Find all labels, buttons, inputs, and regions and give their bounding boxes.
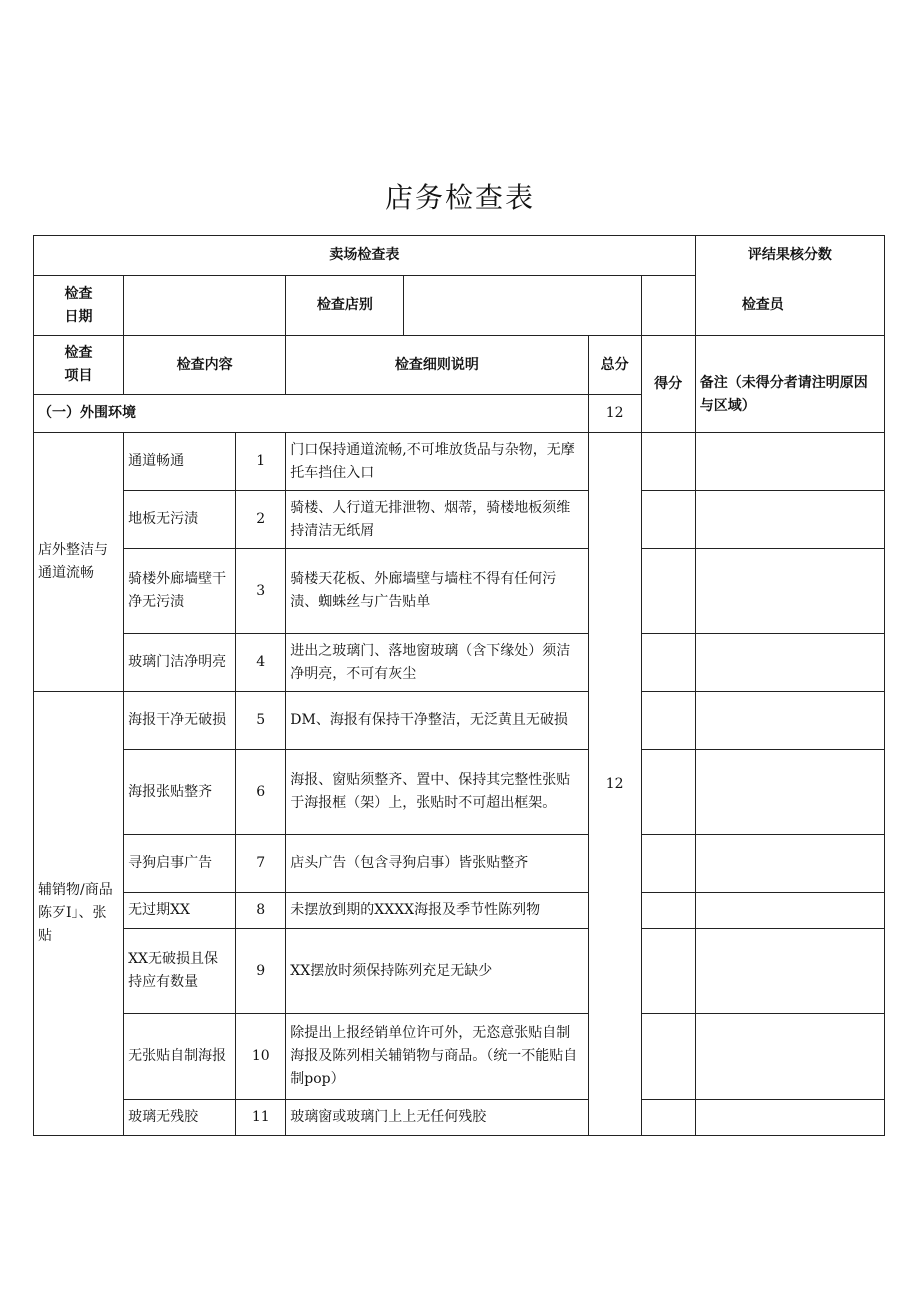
row-detail: 门口保持通道流畅,不可堆放货品与杂物，无摩托车挡住入口 [286,433,588,491]
col-content: 检查内容 [124,336,286,395]
col-total: 总分 [588,336,641,395]
inspection-table [33,235,885,1136]
row-detail: 店头广告（包含寻狗启事）皆张贴整齐 [286,835,588,893]
row-content: 无过期XX [124,893,236,929]
row-detail: XX摆放时须保持陈列充足无缺少 [286,929,588,1014]
score-cell[interactable] [641,1100,695,1136]
table-row [34,692,885,750]
row-number: 6 [236,750,286,835]
table-row [34,634,885,692]
row-content: 海报张贴整齐 [124,750,236,835]
col-item: 检查 项目 [34,336,124,395]
store-label: 检查店别 [286,276,404,336]
row-detail: 骑楼、人行道无排泄物、烟蒂，骑楼地板须维持清洁无纸屑 [286,491,588,549]
table-row [34,750,885,835]
evaluation-title: 评结果核分数 [695,236,884,336]
row-number: 1 [236,433,286,491]
row-number: 8 [236,893,286,929]
row-content: 寻狗启事广告 [124,835,236,893]
row-content: 无张贴自制海报 [124,1014,236,1100]
score-cell[interactable] [641,1014,695,1100]
table-row [34,1014,885,1100]
row-content: 玻璃门洁净明亮 [124,634,236,692]
row-detail: 未摆放到期的XXXX海报及季节性陈列物 [286,893,588,929]
score-cell[interactable] [641,893,695,929]
category-total: 12 [588,395,641,433]
column-header-row [34,336,885,395]
row-content: 骑楼外廊墙壁干净无污渍 [124,549,236,634]
row-content: 海报干净无破损 [124,692,236,750]
score-cell[interactable] [641,929,695,1014]
row-content: 通道畅通 [124,433,236,491]
row-number: 7 [236,835,286,893]
row-detail: 海报、窗贴须整齐、置中、保持其完整性张贴于海报框（架）上，张贴时不可超出框架。 [286,750,588,835]
row-number: 5 [236,692,286,750]
note-cell[interactable] [695,549,884,634]
row-content: 地板无污渍 [124,491,236,549]
document-title: 店务检查表 [384,181,535,214]
table-row [34,929,885,1014]
note-cell[interactable] [695,1014,884,1100]
col-note: 备注（未得分者请注明原因与区域） [695,336,884,433]
inspector-label: 检查员 [641,276,884,336]
score-cell[interactable] [641,634,695,692]
header-row-1 [34,236,885,276]
note-cell[interactable] [695,1100,884,1136]
table-row [34,893,885,929]
score-cell[interactable] [641,692,695,750]
header-row-2 [34,276,885,336]
col-detail: 检查细则说明 [286,336,588,395]
score-cell[interactable] [641,491,695,549]
table-row [34,1100,885,1136]
table-row [34,549,885,634]
group-name: 店外整洁与通道流畅 [34,433,124,692]
row-number: 9 [236,929,286,1014]
row-number: 10 [236,1014,286,1100]
note-cell[interactable] [695,433,884,491]
table-row [34,491,885,549]
note-cell[interactable] [695,750,884,835]
row-detail: 骑楼天花板、外廊墙壁与墙柱不得有任何污渍、蜘蛛丝与广告贴单 [286,549,588,634]
row-content: 玻璃无残胶 [124,1100,236,1136]
row-detail: 进出之玻璃门、落地窗玻璃（含下缘处）须洁净明亮，不可有灰尘 [286,634,588,692]
table-row [34,835,885,893]
score-cell[interactable] [641,433,695,491]
row-content: XX无破损且保持应有数量 [124,929,236,1014]
category-label: （一）外围环境 [34,395,589,433]
row-detail: 除提出上报经销单位许可外，无恣意张贴自制海报及陈列相关辅销物与商品。（统一不能贴自制pop） [286,1014,588,1100]
section-title: 卖场检查表 [34,236,696,276]
note-cell[interactable] [695,692,884,750]
score-cell[interactable] [641,549,695,634]
date-value[interactable] [124,276,286,336]
note-cell[interactable] [695,491,884,549]
row-detail: 玻璃窗或玻璃门上上无任何残胶 [286,1100,588,1136]
merged-total: 12 [588,433,641,1136]
note-cell[interactable] [695,634,884,692]
note-cell[interactable] [695,893,884,929]
score-cell[interactable] [641,750,695,835]
row-detail: DM、海报有保持干净整洁，无泛黄且无破损 [286,692,588,750]
row-number: 4 [236,634,286,692]
row-number: 2 [236,491,286,549]
row-number: 3 [236,549,286,634]
group-name: 辅销物/商品陈歹I」、张贴 [34,692,124,1136]
store-value[interactable] [404,276,641,336]
note-cell[interactable] [695,929,884,1014]
table-row [34,433,885,491]
score-cell[interactable] [641,835,695,893]
note-cell[interactable] [695,835,884,893]
date-label: 检查 日期 [34,276,124,336]
col-score: 得分 [641,336,695,433]
row-number: 11 [236,1100,286,1136]
